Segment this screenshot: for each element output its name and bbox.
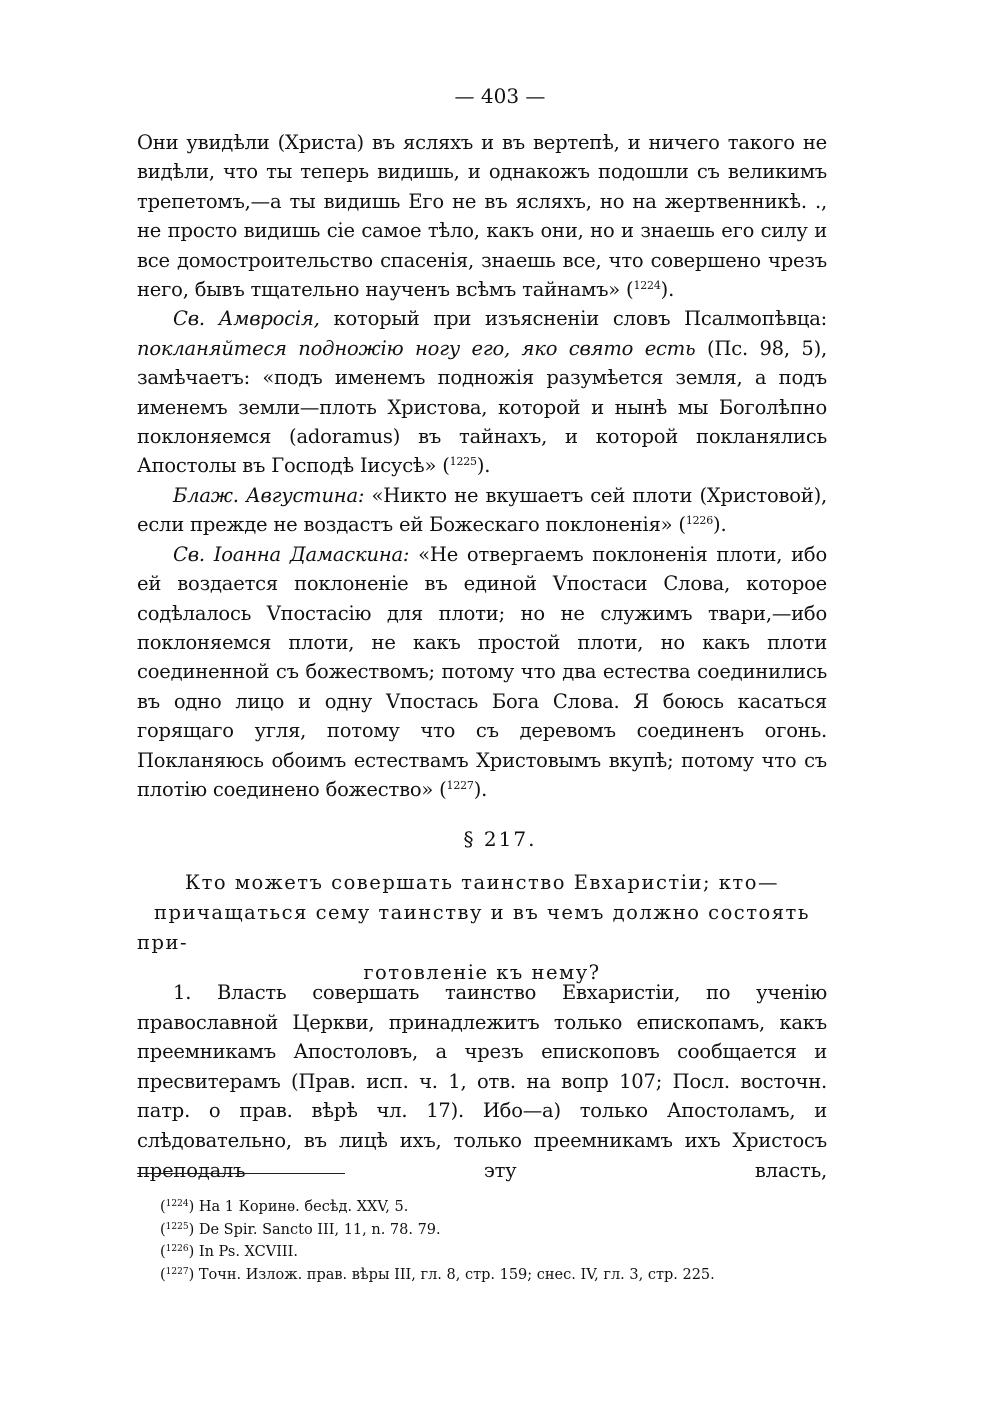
paragraph-augustine — [137, 481, 827, 540]
footnote-ref: 1227 — [446, 778, 474, 792]
footnote-number: 1225 — [165, 1221, 189, 1232]
paragraph-tail: ). — [713, 513, 727, 537]
footnote-text: На 1 Коринѳ. бесѣд. XXV, 5. — [194, 1199, 409, 1215]
paragraph-ambrose — [137, 304, 827, 480]
footnote-text: De Spir. Sancto III, 11, n. 78. 79. — [194, 1221, 441, 1238]
footnote-number: 1227 — [165, 1266, 189, 1277]
paragraph-tail: ). — [660, 278, 675, 302]
paragraph-text: «Не отвергаемъ поклоненія плоти, ибо ей воздается поклоненіе въ единой Vпостаси Слова, которое содѣлалось Vпостасію для плоти; но не служимъ твари,—ибо поклоняемся плоти, не какъ простой плоти, но какъ плоти соединенной съ божествомъ; потому что два естества соединились въ одно лицо и одну Vпостась Бога Слова. Я боюсь касаться горящаго угля, потому что съ деревомъ соединенъ огонь. Покланяюсь обоимъ естествамъ Христовымъ вкупѣ; потому что съ плотію соединено божество» ( — [137, 542, 827, 801]
paragraph-text: «Никто не вкушаетъ сей плоти (Христовой), если прежде не воздастъ ей Божескаго поклоненія» ( — [137, 483, 828, 537]
paragraph-chrysostom-quote — [137, 128, 827, 304]
section-number: § 217. — [463, 827, 537, 851]
footnote-ref: 1224 — [633, 279, 661, 293]
section-text — [137, 978, 827, 1185]
page-number: — 403 — — [454, 84, 546, 108]
footnote-text: Точн. Излож. прав. вѣры III, гл. 8, стр. 159; снес. IV, гл. 3, стр. 225. — [194, 1266, 715, 1283]
footnote-number: 1226 — [165, 1244, 189, 1254]
author-name: Св. Амвросія, — [173, 307, 320, 331]
paragraph-power-of-eucharist: 1. Власть совершать таинство Евхаристіи, по ученію православной Церкви, принадлежитъ только епископамъ, какъ преемникамъ Апостоловъ, а чрезъ епископовъ сообщается и пресвитерамъ (Прав. исп. ч. 1, отв. на вопр 107; Посл. восточн. патр. о прав. вѣрѣ чл. 17). Ибо—а) только Апостоламъ, и слѣдовательно, въ лицѣ ихъ, только преемникамъ ихъ Христосъ преподалъ эту власть, — [137, 981, 827, 1182]
paragraph-damascene — [137, 540, 827, 805]
footnote: ($^{1224}$) На 1 Коринѳ. бесѣд. XXV, 5. — [160, 1199, 409, 1215]
paragraph-text: который при изъясненіи словъ Псалмопѣвца: — [319, 307, 827, 331]
footnote-text: In Ps. XCVIII. — [194, 1244, 298, 1260]
footnote: ($^{1226}$) In Ps. XCVIII. — [160, 1244, 298, 1260]
author-name: Св. Іоанна Дамаскина: — [173, 542, 410, 566]
footnote-ref: 1225 — [449, 455, 477, 469]
author-name: Блаж. Августина: — [173, 483, 365, 507]
psalm-quote: покланяйтеся подножію ногу его, яко свято есть — [137, 336, 696, 360]
footnote-divider — [137, 1173, 345, 1174]
section-title-line: готовленіе къ нему? — [363, 961, 601, 984]
section-title-line: Кто можетъ совершать таинство Евхаристіи; кто—причащаться сему таинству и въ чемъ должно состоять при- — [137, 871, 810, 954]
paragraph-tail: ). — [476, 454, 491, 478]
paragraph-tail: ). — [473, 777, 488, 801]
footnote-number: 1224 — [165, 1199, 189, 1209]
section-title — [137, 868, 827, 988]
paragraph-text: Они увидѣли (Христа) въ ясляхъ и въ вертепѣ, и ничего такого не видѣли, что ты теперь видишь, и однакожъ подошли съ великимъ трепетомъ,—а ты видишь Его не въ ясляхъ, но на жертвенникѣ. ., не просто видишь сіе самое тѣло, какъ они, но и знаешь его силу и все домостроительство спасенія, знаешь все, что совершено чрезъ него, бывъ тщательно наученъ всѣмъ тайнамъ» ( — [137, 131, 827, 302]
footnote-ref: 1226 — [685, 514, 714, 528]
footnote: ($^{1227}$) Точн. Излож. прав. вѣры III, гл. 8, стр. 159; снес. IV, гл. 3, стр. 225. — [160, 1266, 715, 1283]
footnote: ($^{1225}$) De Spir. Sancto III, 11, n. 78. 79. — [160, 1221, 441, 1238]
main-text — [137, 128, 827, 804]
footnotes — [160, 1196, 840, 1286]
paragraph-text: (Пс. 98, 5), замѣчаетъ: «подъ именемъ подножія разумѣется земля, а подъ именемъ земли—плоть Христова, которой и нынѣ мы Боголѣпно поклоняемся (adoramus) въ тайнахъ, и которой покланялись Апостолы въ Господѣ Іисусѣ» ( — [137, 336, 828, 478]
